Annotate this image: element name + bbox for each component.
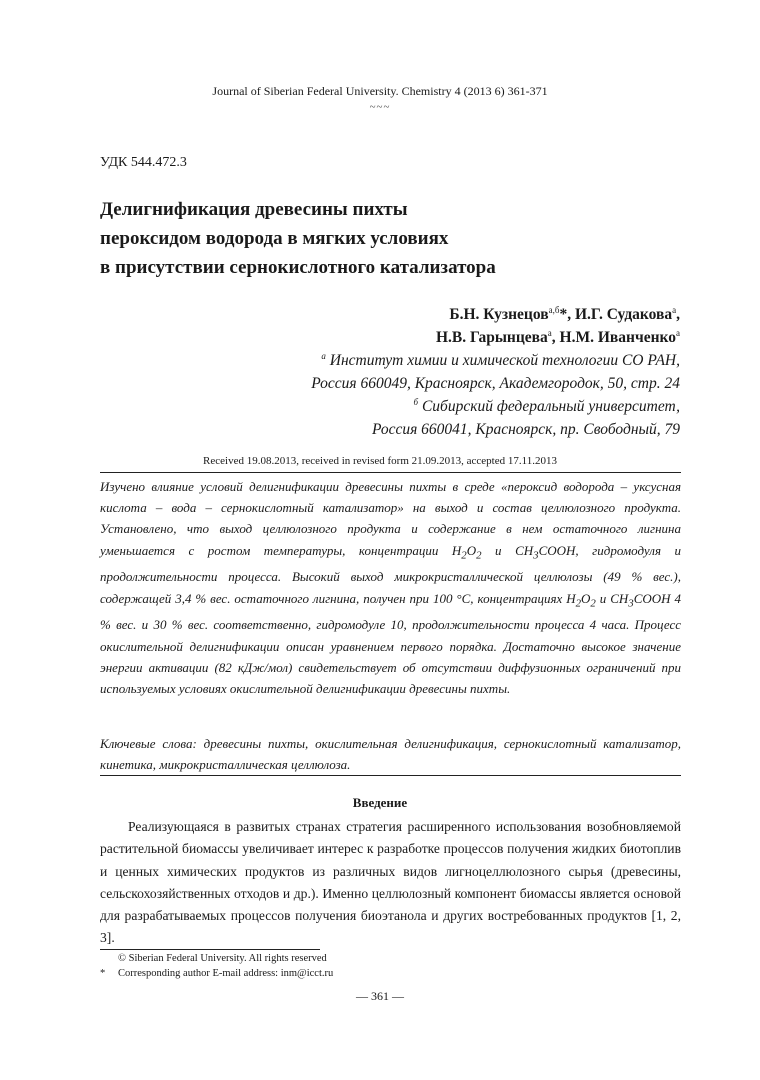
- author-list: Б.Н. Кузнецов$^{а,б}$*, И.Г. Судакова$^а$, Н.В. Гарынцева$^а$, Н.М. Иванченко$^а$: [435, 305, 680, 346]
- footnote-rule: [100, 949, 320, 950]
- author-affil-mark: а: [676, 328, 680, 338]
- affil-mark: а: [321, 351, 326, 361]
- abstract: Изучено влияние условий делигнификации древесины пихты в среде «пероксид водорода – уксусная кислота – вода – сернокислотный катализатор» на выход и состав целлюлозного продукта. Установлено, что выход целлюлозного продукта и содержание в нем остаточного лигнина уменьшается с ростом температуры, концентрации $H_2O_2$ и $CH_3COOH$, гидромодуля и продолжительности процесса. Высокий выход микрокристаллической целлюлозы (49 % вес.), содержащей 3,4 % вес. остаточного лигнина, получен при 100 °С, концентрациях $H_2O_2$ и $CH_3COOH$ 4 % вес. и 30 % вес. соответственно, гидромодуле 10, продолжительности процесса 4 часа. Процесс окислительной делигнификации описан уравнением первого порядка. Достаточно высокое значение энергии активации (82 кДж/мол) свидетельствует об отсутствии диффузионных ограничений при используемых условиях окислительной делигнификации древесины пихты.: [100, 479, 682, 697]
- footnote-corresponding: [100, 968, 333, 979]
- keywords: Ключевые слова: древесины пихты, окислительная делигнификация, сернокислотный катализатор, кинетика, микрокристаллическая целлюлоза.: [100, 736, 681, 772]
- author-affil-mark: а: [672, 305, 677, 315]
- page-number: — 361 —: [356, 989, 404, 1003]
- author-name: Б.Н. Кузнецов: [449, 306, 549, 323]
- author-name: Н.В. Гарынцева: [435, 329, 548, 346]
- abstract-bottom-rule: [100, 775, 681, 776]
- affiliation-line: Сибирский федеральный университет,: [421, 398, 680, 415]
- title-line: в присутствии сернокислотного катализатора: [100, 257, 496, 278]
- affiliation-line: Россия 660041, Красноярск, пр. Свободный, 79: [371, 421, 680, 438]
- footnote-copyright: © Siberian Federal University. All rights reserved: [118, 953, 327, 964]
- footnote-star: *: [100, 968, 106, 979]
- udk-code: УДК 544.472.3: [100, 155, 187, 170]
- journal-header: Journal of Siberian Federal University. Chemistry 4 (2013 6) 361-371: [212, 84, 548, 98]
- abstract-top-rule: [100, 472, 681, 473]
- author-name: Н.М. Иванченко: [559, 329, 676, 346]
- title-line: пероксидом водорода в мягких условиях: [100, 228, 449, 249]
- author-affil-mark: а: [547, 328, 552, 338]
- received-dates: Received 19.08.2013, received in revised form 21.09.2013, accepted 17.11.2013: [203, 455, 557, 467]
- section-heading-intro: Введение: [352, 795, 408, 810]
- intro-paragraph: Реализующаяся в развитых странах стратегия расширенного использования возобновляемой растительной биомассы увеличивает интерес к разработке процессов получения жидких биотоплив и ценных химических продуктов из различных видов лигноцеллюлозного сырья (древесины, сельскохозяйственных отходов и др.). Именно целлюлозный компонент биомассы является основой для разрабатываемых процессов получения биоэтанола и других востребованных продуктов [1, 2, 3].: [100, 819, 681, 946]
- affil-mark: б: [413, 397, 419, 407]
- corresponding-mark: *: [559, 306, 568, 323]
- article-title: [100, 195, 496, 282]
- author-affil-mark: а,б: [548, 305, 560, 315]
- affiliation-line: Россия 660049, Красноярск, Академгородок, 50, стр. 24: [311, 375, 680, 392]
- affiliation-line: Институт химии и химической технологии СО РАН,: [329, 352, 680, 369]
- affiliations: [311, 349, 680, 441]
- author-name: И.Г. Судакова: [574, 306, 673, 323]
- header-ornament: ~~~: [369, 101, 391, 113]
- footnote-email: Corresponding author E-mail address: inm@icct.ru: [118, 968, 334, 979]
- title-line: Делигнификация древесины пихты: [100, 199, 408, 220]
